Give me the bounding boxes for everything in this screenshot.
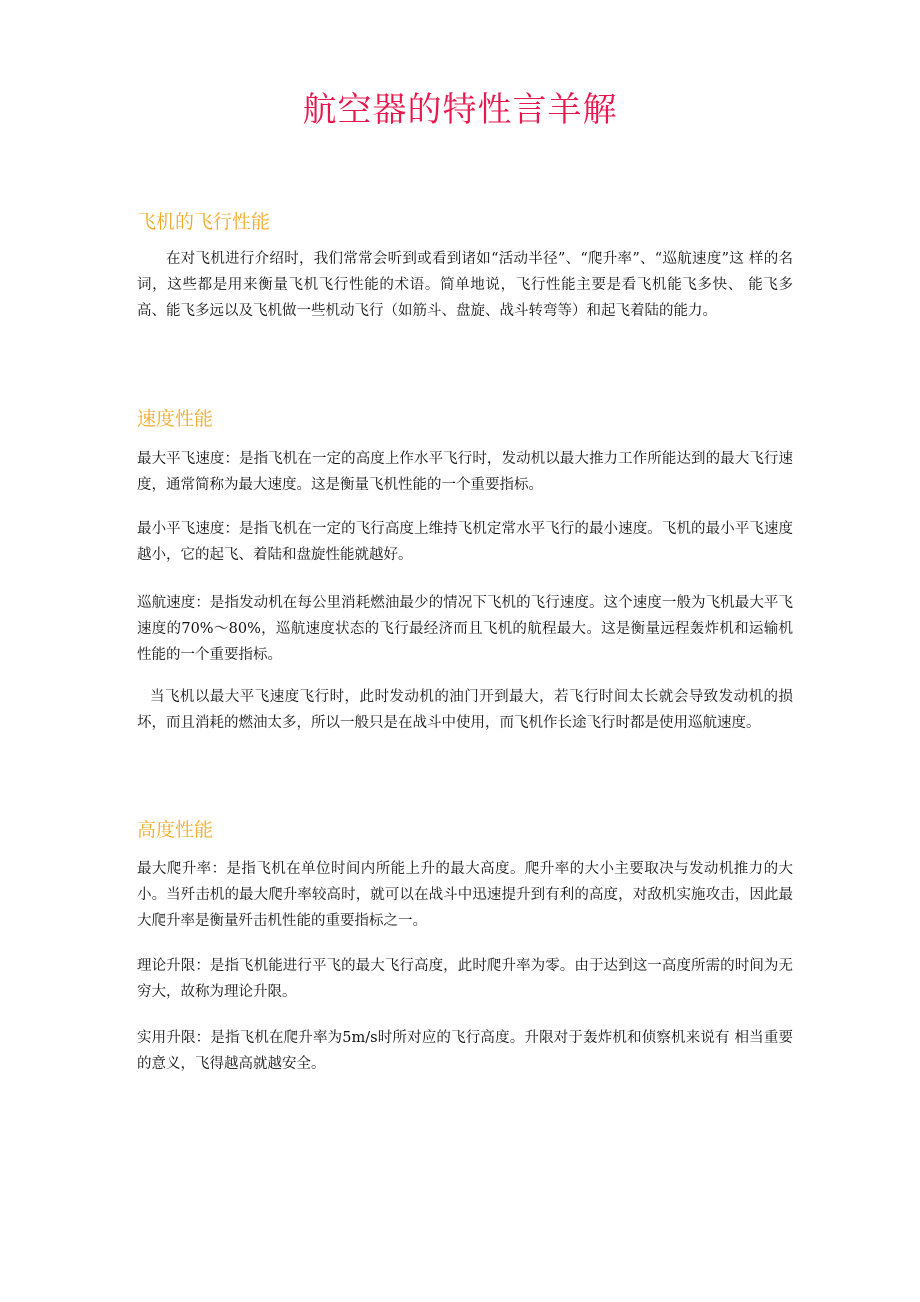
paragraph-service-ceiling: 实用升限：是指飞机在爬升率为5m/s时所对应的飞行高度。升限对于轰炸机和侦察机来说有 相当重要的意义，飞得越高就越安全。 bbox=[137, 1030, 793, 1072]
section-heading-flight-performance: 飞机的飞行性能 bbox=[137, 211, 271, 233]
paragraph-cruise-speed: 巡航速度：是指发动机在每公里消耗燃油最少的情况下飞机的飞行速度。这个速度一般为飞机最大平飞速度的70%～80%，巡航速度状态的飞行最经济而且飞机的航程最大。这是衡量远程轰炸机和运输机性能的一个重要指标。 bbox=[137, 595, 793, 663]
section-heading-altitude-performance: 高度性能 bbox=[137, 819, 214, 841]
document-title: 航空器的特性言羊解 bbox=[302, 90, 618, 130]
paragraph-flight-performance-intro: 在对飞机进行介绍时，我们常常会听到或看到诸如“活动半径”、“爬升率”、“巡航速度”这 样的名词，这些都是用来衡量飞机飞行性能的术语。简单地说，飞行性能主要是看飞机能飞多快、 能飞多高、能飞多远以及飞机做一些机动飞行（如筋斗、盘旋、战斗转弯等）和起飞着陆的能力。 bbox=[137, 251, 793, 319]
paragraph-theoretical-ceiling: 理论升限：是指飞机能进行平飞的最大飞行高度，此时爬升率为零。由于达到这一高度所需的时间为无穷大，故称为理论升限。 bbox=[137, 958, 793, 1000]
paragraph-min-level-speed: 最小平飞速度：是指飞机在一定的飞行高度上维持飞机定常水平飞行的最小速度。飞机的最小平飞速度越小，它的起飞、着陆和盘旋性能就越好。 bbox=[137, 521, 793, 563]
paragraph-max-speed-note: 当飞机以最大平飞速度飞行时，此时发动机的油门开到最大，若飞行时间太长就会导致发动机的损坏，而且消耗的燃油太多，所以一般只是在战斗中使用，而飞机作长途飞行时都是使用巡航速度。 bbox=[137, 689, 793, 731]
paragraph-max-level-speed: 最大平飞速度：是指飞机在一定的高度上作水平飞行时，发动机以最大推力工作所能达到的最大飞行速度，通常简称为最大速度。这是衡量飞机性能的一个重要指标。 bbox=[137, 451, 793, 493]
section-heading-speed-performance: 速度性能 bbox=[137, 408, 214, 430]
paragraph-max-climb-rate: 最大爬升率：是指飞机在单位时间内所能上升的最大高度。爬升率的大小主要取决与发动机推力的大小。当歼击机的最大爬升率较高时，就可以在战斗中迅速提升到有利的高度，对敌机实施攻击，因此最大爬升率是衡量歼击机性能的重要指标之一。 bbox=[137, 861, 793, 929]
